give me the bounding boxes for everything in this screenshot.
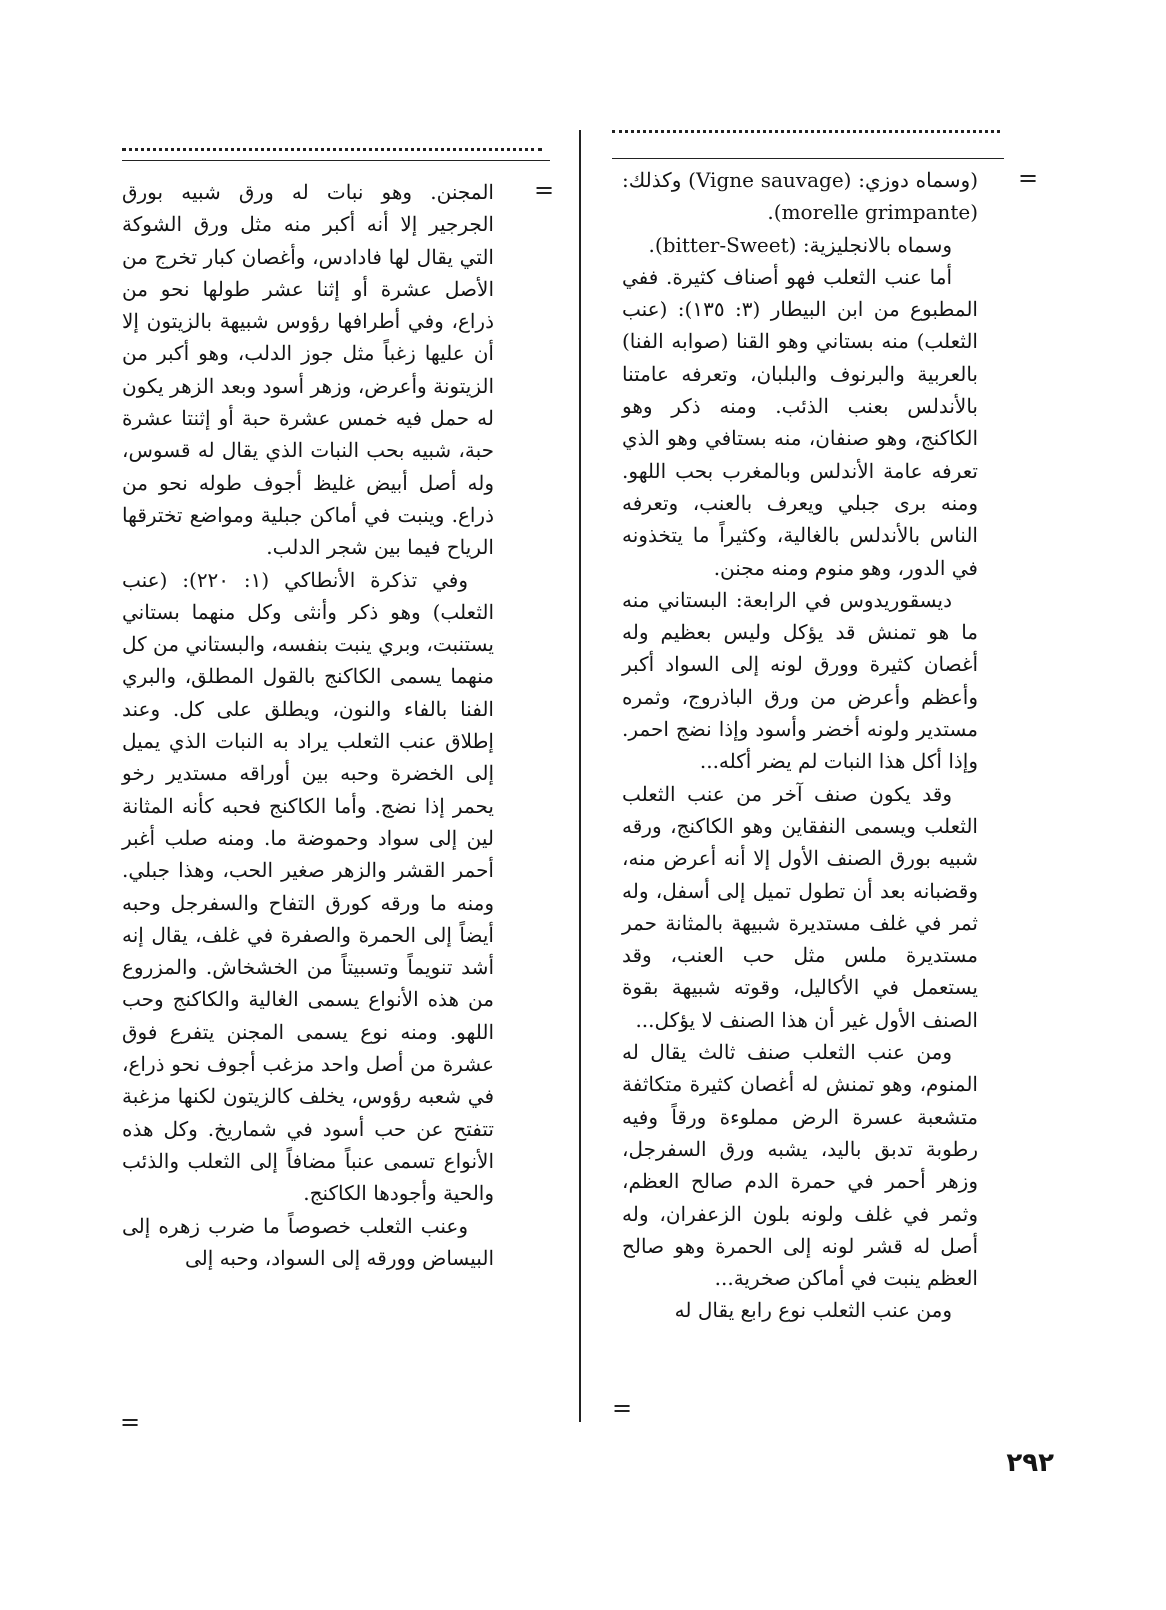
paragraph: وفي تذكرة الأنطاكي (١: ٢٢٠): (عنب الثعلب) وهو ذكر وأنثى وكل منهما بستاني يستنبت، وبري ينبت بنفسه، والبستاني من كل منهما يسمى الكاكنج بالقول المطلق، والبري الفنا بالفاء والنون، ويطلق على كل. وعند إطلاق عنب الثعلب يراد به النبات الذي يميل إلى الخضرة وحبه بين أوراقه مستدير رخو يحمر إذا نضج. وأما الكاكنج فحبه كأنه المثانة لين إلى سواد وحموضة ما. ومنه صلب أغبر أحمر القشر والزهر صغير الحب، وهذا جبلي. ومنه ما ورقه كورق التفاح والسفرجل وحبه أيضاً إلى الحمرة والصفرة في غلف، يقال إنه أشد تنويماً وتسبيتاً من الخشخاش. والمزروع من هذه الأنواع يسمى الغالية والكاكنج وحب اللهو. ومنه نوع يسمى المجنن يتفرع فوق عشرة من أصل واحد مزغب أجوف نحو ذراع، في شعبه رؤوس، يخلف كالزيتون لكنها مزغبة تتفتح عن حب أسود في شماريخ. وكل هذه الأنواع تسمى عنباً مضافاً إلى الثعلب والذئب والحية وأجودها الكاكنج.	[122, 567, 494, 1206]
paragraph: ومن عنب الثعلب نوع رابع يقال له	[674, 1298, 952, 1323]
right-top-continuation-mark: =	[1018, 164, 1039, 192]
left-top-continuation-mark: =	[534, 176, 555, 204]
paragraph: وعنب الثعلب خصوصاً ما ضرب زهره إلى البيساض وورقه إلى السواد، وحبه إلى	[122, 1213, 494, 1270]
page-number: ٢٩٢	[1006, 1448, 1054, 1478]
left-dotted-rule	[122, 148, 542, 151]
right-bottom-continuation-mark: =	[612, 1394, 633, 1422]
left-header-rule	[122, 160, 550, 161]
paragraph: وسماه بالانجليزية: (bitter-Sweet).	[648, 232, 952, 257]
right-dotted-rule	[612, 130, 1000, 133]
paragraph: المجنن. وهو نبات له ورق شبيه بورق الجرجير إلا أنه أكبر منه مثل ورق الشوكة التي يقال لها فادادس، وأغصان كبار تخرج من الأصل عشرة أو إثنا عشر طولها نحو من ذراع، وفي أطرافها رؤوس شبيهة بالزيتون إلا أن عليها زغباً مثل جوز الدلب، وهو أكبر من الزيتونة وأعرض، وزهر أسود وبعد الزهر يكون له حمل فيه خمس عشرة حبة أو إثنتا عشرة حبة، شبيه بحب النبات الذي يقال له قسوس، وله أصل أبيض غليظ أجوف طوله نحو من ذراع. وينبت في أماكن جبلية ومواضع تخترقها الرياح فيما بين شجر الدلب.	[122, 180, 495, 560]
paragraph: أما عنب الثعلب فهو أصناف كثيرة. ففي المطبوع من ابن البيطار (٣: ١٣٥): (عنب الثعلب) منه بستاني وهو القنا (صوابه الفنا) بالعربية والبرنوف والبلبان، وتعرفه عامتنا بالأندلس بعنب الذئب. ومنه ذكر وهو الكاكنج، وهو صنفان، منه بستافي وهو الذي تعرفه عامة الأندلس وبالمغرب بحب اللهو. ومنه برى جبلي ويعرف بالعنب، وتعرفه الناس بالأندلس بالغالية، وكثيراً ما يتخذونه في الدور، وهو منوم ومنه مجنن.	[622, 264, 978, 580]
paragraph: ومن عنب الثعلب صنف ثالث يقال له المنوم، وهو تمنش له أغصان كثيرة متكاثفة متشعبة عسرة الرض مملوءة ورقاً وفيه رطوبة تدبق باليد، يشبه ورق السفرجل، وزهر أحمر في حمرة الدم صالح العظم، وثمر في غلف ولونه بلون الزعفران، وله أصل له قشر لونه إلى الحمرة وهو صالح العظم ينبت في أماكن صخرية...	[622, 1040, 978, 1291]
right-text-column	[622, 164, 978, 1327]
left-bottom-continuation-mark: =	[120, 1408, 141, 1436]
paragraph: (وسماه دوزي: (Vigne sauvage) وكذلك: (morelle grimpante).	[622, 168, 978, 225]
paragraph: ديسقوريدوس في الرابعة: البستاني منه ما هو تمنش قد يؤكل وليس بعظيم وله أغصان كثيرة وورق لونه إلى السواد أكبر وأعظم وأعرض من ورق الباذروج، وثمره مستدير ولونه أخضر وأسود وإذا نضج احمر. وإذا أكل هذا النبات لم يضر أكله...	[622, 587, 978, 774]
right-header-rule	[612, 158, 1004, 159]
left-text-column	[122, 176, 494, 1274]
column-divider	[579, 130, 581, 1422]
paragraph: وقد يكون صنف آخر من عنب الثعلب الثعلب ويسمى النفقاين وهو الكاكنج، ورقه شبيه بورق الصنف الأول إلا أنه أعرض منه، وقضبانه بعد أن تطول تميل إلى أسفل، وله ثمر في غلف مستديرة شبيهة بالمثانة حمر مستديرة ملس مثل حب العنب، وقد يستعمل في الأكاليل، وقوته شبيهة بقوة الصنف الأول غير أن هذا الصنف لا يؤكل...	[622, 781, 978, 1032]
